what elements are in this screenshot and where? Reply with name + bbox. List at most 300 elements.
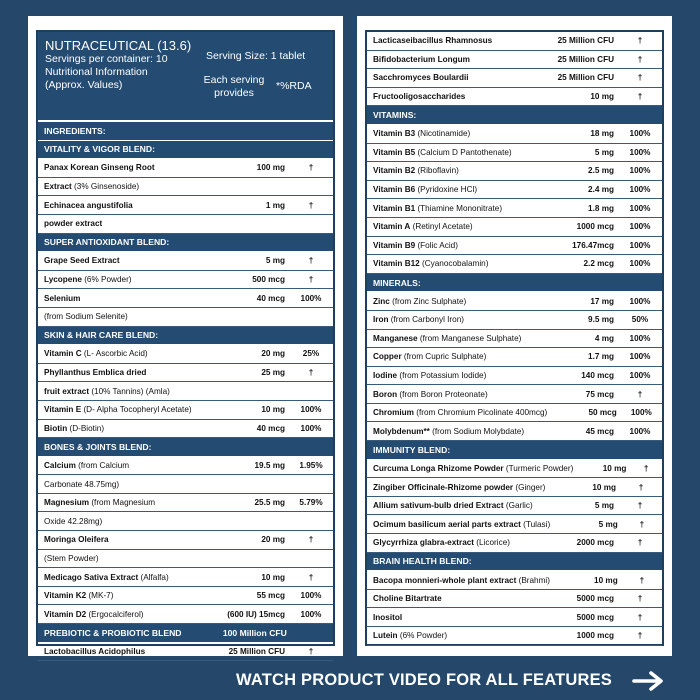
table-row (367, 571, 662, 590)
left-table (36, 30, 335, 656)
table-row (38, 178, 333, 197)
section-title: PREBIOTIC & PROBIOTIC BLEND (44, 627, 182, 638)
ingredient-amount: 10 mg (261, 572, 285, 582)
ingredient-amount: 25 Million CFU (557, 54, 614, 64)
ingredient-main: Chromium (373, 408, 414, 418)
table-row (367, 330, 662, 349)
ingredient-name (373, 594, 540, 603)
ingredient-source: (MK-7) (86, 591, 114, 601)
ingredient-main: Grape Seed Extract (44, 256, 120, 266)
table-row (38, 475, 333, 494)
ingredient-source: Oxide 42.28mg) (44, 516, 103, 526)
ingredient-amount: 5 mg (594, 501, 614, 511)
ingredient-main: Sacchromyces Boulardii (373, 73, 469, 83)
ingredient-name (44, 256, 211, 265)
table-row (367, 199, 662, 218)
ingredient-source: (Riboflavin) (415, 166, 459, 176)
ingredient-main: Vitamin K2 (44, 591, 87, 601)
ingredient-name (373, 129, 540, 138)
section-header (367, 106, 662, 125)
ingredient-amount: 55 mcg (256, 591, 285, 601)
ingredient-amount: 40 mcg (256, 293, 285, 303)
ingredient-amount: 5000 mcg (576, 612, 614, 622)
ingredient-source: (Turmeric Powder) (503, 463, 574, 473)
ingredient-amount: (600 IU) 15mcg (227, 609, 285, 619)
ingredient-name (44, 219, 211, 228)
ingredient-rda: † (637, 36, 643, 46)
section-header (367, 274, 662, 293)
table-header (38, 32, 333, 122)
ingredient-source: (from Potassium Iodide) (397, 370, 487, 380)
product-title: NUTRACEUTICAL (13.6) (45, 38, 192, 53)
table-row (38, 364, 333, 383)
ingredient-amount: 5 mg (594, 147, 614, 157)
section-title: VITAMINS: (373, 110, 417, 121)
ingredient-main: Medicago Sativa Extract (44, 572, 139, 582)
ingredient-name (373, 576, 550, 585)
ingredient-main: Lactobacillus Acidophilus (44, 646, 146, 656)
ingredient-amount: 25 Million CFU (228, 646, 285, 656)
table-row (38, 159, 333, 178)
ingredient-amount: 10 mg (261, 405, 285, 415)
ingredient-main: Copper (373, 352, 402, 362)
section-title: INGREDIENTS: (44, 125, 106, 136)
table-row (38, 494, 333, 513)
ingredient-rda: † (637, 594, 643, 604)
ingredient-name (373, 427, 540, 436)
section-header (38, 327, 333, 346)
table-row (367, 515, 662, 534)
ingredient-amount: 40 mcg (256, 423, 285, 433)
ingredient-source: (3% Ginsenoside) (71, 182, 140, 192)
ingredient-rda: 100% (300, 423, 322, 433)
ingredient-source: (from Manganese Sulphate) (417, 333, 522, 343)
ingredient-rda: 100% (629, 333, 651, 343)
ingredient-rda: 1.95% (299, 460, 323, 470)
ingredient-amount: 176.47mcg (572, 240, 614, 250)
ingredient-source: (D-Biotin) (67, 423, 105, 433)
section-header (38, 122, 333, 141)
ingredient-source: (Tulasi) (520, 519, 551, 529)
ingredient-name (373, 241, 540, 250)
ingredient-source: (Cyanocobalamin) (419, 259, 489, 269)
ingredient-name (44, 517, 211, 526)
ingredient-name (373, 36, 540, 45)
ingredient-main: Fructooligosaccharides (373, 92, 466, 102)
ingredient-source: (from Boron Proteonate) (397, 389, 488, 399)
ingredient-main: Bifidobacterium Longum (373, 54, 470, 64)
ingredient-main: Panax Korean Ginseng Root (44, 163, 155, 173)
ingredient-source: (Folic Acid) (415, 240, 458, 250)
table-row (38, 420, 333, 439)
ingredient-source: (from Magnesium (89, 498, 156, 508)
ingredient-name (373, 613, 540, 622)
section-title: IMMUNITY BLEND: (373, 444, 451, 455)
ingredient-amount: 4 mg (594, 333, 614, 343)
ingredient-amount: 1000 mcg (576, 222, 614, 232)
ingredient-name (44, 163, 211, 172)
ingredient-name (44, 647, 211, 656)
ingredient-rda: † (308, 535, 314, 545)
ingredient-name (44, 275, 211, 284)
ingredient-main: Vitamin B5 (373, 147, 416, 157)
ingredient-rda: 100% (630, 408, 652, 418)
table-row (367, 32, 662, 51)
header-left (45, 38, 205, 92)
ingredient-main: Vitamin A (373, 222, 411, 232)
table-row (38, 215, 333, 234)
table-row (367, 144, 662, 163)
ingredient-amount: 9.5 mg (588, 315, 614, 325)
ingredient-main: Vitamin B1 (373, 203, 416, 213)
ingredient-rda: † (637, 612, 643, 622)
ingredient-main: Choline Bitartrate (373, 594, 442, 604)
ingredient-amount: 45 mcg (585, 426, 614, 436)
ingredient-main: powder extract (44, 219, 103, 229)
table-row (367, 534, 662, 553)
ingredient-rda: 100% (629, 370, 651, 380)
serving-size: Serving Size: 1 tablet (206, 50, 306, 62)
ingredient-amount: 25.5 mg (254, 498, 285, 508)
watch-video-link[interactable]: WATCH PRODUCT VIDEO FOR ALL FEATURES (236, 671, 613, 689)
right-table (365, 30, 664, 646)
ingredient-amount: 25 Million CFU (557, 36, 614, 46)
ingredient-rda: † (308, 572, 314, 582)
ingredient-amount: 25 Million CFU (557, 73, 614, 83)
ingredient-amount: 17 mg (590, 296, 614, 306)
table-row (367, 218, 662, 237)
ingredient-source: (from Sodium Selenite) (44, 312, 128, 322)
ingredient-name (44, 368, 211, 377)
table-row (367, 292, 662, 311)
ingredient-rda: † (308, 368, 314, 378)
ingredient-main: Ocimum basilicum aerial parts extract (373, 519, 521, 529)
table-row (38, 382, 333, 401)
ingredient-amount: 5000 mcg (576, 594, 614, 604)
table-row (367, 627, 662, 646)
ingredient-amount: 140 mcg (581, 370, 614, 380)
rda-label: *%RDA (276, 80, 312, 92)
ingredient-amount: 500 mcg (252, 275, 285, 285)
ingredient-main: Allium sativum-bulb dried Extract (373, 501, 504, 511)
ingredient-rda: 100% (629, 166, 651, 176)
ingredient-rda: 100% (629, 426, 651, 436)
ingredient-rda: 100% (629, 296, 651, 306)
ingredient-rda: 25% (302, 349, 320, 359)
approx-values-label: (Approx. Values) (45, 79, 123, 91)
ingredient-name (373, 148, 540, 157)
ingredient-amount: 5 mg (598, 519, 618, 529)
table-row (367, 237, 662, 256)
ingredient-main: Curcuma Longa Rhizome Powder (373, 463, 504, 473)
ingredient-rda: † (638, 482, 644, 492)
table-row (367, 125, 662, 144)
ingredient-amount: 2.5 mg (588, 166, 614, 176)
table-row (367, 497, 662, 516)
ingredient-amount: 2.2 mcg (583, 259, 614, 269)
ingredient-rda: 100% (629, 259, 651, 269)
ingredient-main: Iron (373, 315, 389, 325)
ingredient-name (44, 405, 211, 414)
ingredient-main: Echinacea angustifolia (44, 200, 133, 210)
section-title: SUPER ANTIOXIDANT BLEND: (44, 237, 170, 248)
left-rows (38, 122, 333, 661)
ingredient-rda: † (637, 501, 643, 511)
table-row (38, 196, 333, 215)
section-amount: 100 Million CFU (222, 627, 287, 638)
ingredient-amount: 2.4 mg (588, 185, 614, 195)
footer[interactable] (0, 660, 700, 700)
table-row (367, 590, 662, 609)
ingredient-source: (from Zinc Sulphate) (389, 296, 467, 306)
ingredient-source: (from Carbonyl Iron) (388, 315, 464, 325)
ingredient-rda: † (637, 73, 643, 83)
table-row (367, 69, 662, 88)
ingredient-amount: 2000 mcg (576, 538, 614, 548)
ingredient-amount: 10 mg (592, 482, 617, 492)
ingredient-source: (6% Powder) (397, 631, 448, 641)
ingredient-rda: 50% (631, 315, 649, 325)
ingredient-name (373, 352, 540, 361)
ingredient-name (373, 185, 540, 194)
ingredient-rda: 100% (629, 129, 651, 139)
arrow-right-icon[interactable] (632, 670, 666, 692)
ingredient-main: Lutein (373, 631, 398, 641)
each-serving-line2: provides (214, 87, 254, 99)
ingredient-name (44, 498, 211, 507)
ingredient-rda: † (308, 275, 314, 285)
ingredient-main: Phyllanthus Emblica dried (44, 368, 147, 378)
table-row (367, 348, 662, 367)
ingredient-name (373, 483, 545, 492)
ingredient-rda: † (639, 519, 645, 529)
ingredient-name (373, 315, 540, 324)
ingredient-name (44, 535, 211, 544)
ingredient-name (44, 461, 211, 470)
ingredient-main: Vitamin B6 (373, 185, 416, 195)
ingredient-main: Glycyrrhiza glabra-extract (373, 538, 475, 548)
ingredient-name (44, 312, 211, 321)
ingredient-amount: 19.5 mg (254, 460, 285, 470)
table-row (38, 587, 333, 606)
servings-per-container: Servings per container: 10 (45, 53, 168, 65)
ingredient-main: Vitamin B3 (373, 129, 416, 139)
table-row (367, 404, 662, 423)
ingredient-name (373, 55, 540, 64)
ingredient-rda: 5.79% (299, 498, 323, 508)
ingredient-name (44, 182, 211, 191)
ingredient-source: (D- Alpha Tocopheryl Acetate) (81, 405, 192, 415)
ingredient-rda: † (308, 200, 314, 210)
ingredient-rda: 100% (300, 591, 322, 601)
ingredient-main: Molybdenum** (373, 426, 430, 436)
ingredient-name (373, 166, 540, 175)
ingredient-rda: 100% (300, 405, 322, 415)
section-header (38, 141, 333, 160)
ingredient-amount: 18 mg (590, 129, 614, 139)
ingredient-name (373, 371, 540, 380)
ingredient-source: (10% Tannins) (Amla) (89, 386, 170, 396)
ingredient-source: (Ergocalciferol) (86, 609, 144, 619)
ingredient-name (373, 222, 540, 231)
ingredient-name (44, 591, 211, 600)
ingredient-main: Vitamin C (44, 349, 82, 359)
ingredient-name (44, 424, 211, 433)
ingredient-source: (Brahmi) (516, 575, 550, 585)
table-row (367, 181, 662, 200)
ingredient-name (373, 408, 547, 417)
ingredient-name (373, 520, 550, 529)
ingredient-name (44, 610, 211, 619)
ingredient-main: Vitamin B9 (373, 240, 416, 250)
ingredient-source: (Licorice) (474, 538, 510, 548)
ingredient-name (44, 573, 211, 582)
section-title: BRAIN HEALTH BLEND: (373, 556, 472, 567)
ingredient-main: Zingiber Officinale-Rhizome powder (373, 482, 514, 492)
ingredient-amount: 1000 mcg (576, 631, 614, 641)
ingredient-amount: 75 mcg (585, 389, 614, 399)
ingredient-main: Vitamin E (44, 405, 82, 415)
ingredient-rda: † (308, 256, 314, 266)
ingredient-source: (6% Powder) (81, 275, 132, 285)
table-row (367, 422, 662, 441)
ingredient-amount: 1.8 mg (588, 203, 614, 213)
ingredient-name (44, 294, 211, 303)
ingredient-rda: 100% (629, 203, 651, 213)
ingredient-main: Boron (373, 389, 398, 399)
ingredient-name (373, 297, 540, 306)
ingredient-source: (from Chromium Picolinate 400mcg) (413, 408, 548, 418)
ingredient-main: Inositol (373, 612, 403, 622)
section-title: MINERALS: (373, 277, 421, 288)
section-title: VITALITY & VIGOR BLEND: (44, 144, 155, 155)
ingredient-source: (from Cupric Sulphate) (401, 352, 487, 362)
ingredient-name (373, 92, 540, 101)
ingredient-name (373, 538, 540, 547)
ingredient-name (373, 631, 540, 640)
ingredient-main: Zinc (373, 296, 390, 306)
table-row (38, 345, 333, 364)
ingredient-name (44, 349, 211, 358)
section-header (38, 438, 333, 457)
ingredient-main: Vitamin B12 (373, 259, 420, 269)
ingredient-rda: † (637, 389, 643, 399)
ingredient-name (373, 390, 540, 399)
table-row (38, 289, 333, 308)
ingredient-source: (from Sodium Molybdate) (429, 426, 525, 436)
ingredient-source: (Nicotinamide) (415, 129, 471, 139)
ingredient-rda: 100% (629, 240, 651, 250)
ingredient-amount: 20 mg (261, 349, 285, 359)
table-row (38, 550, 333, 569)
table-row (367, 162, 662, 181)
ingredient-main: Lycopene (44, 275, 82, 285)
ingredient-rda: 100% (629, 352, 651, 362)
ingredient-source: (Alfalfa) (138, 572, 169, 582)
table-row (38, 401, 333, 420)
ingredient-main: Iodine (373, 370, 398, 380)
ingredient-main: Vitamin D2 (44, 609, 87, 619)
ingredient-main: Moringa Oleifera (44, 535, 109, 545)
ingredient-source: (from Calcium (75, 460, 130, 470)
ingredient-amount: 10 mg (590, 92, 614, 102)
ingredient-rda: † (637, 631, 643, 641)
ingredient-main: fruit extract (44, 386, 90, 396)
ingredient-name (373, 334, 540, 343)
ingredient-main: Magnesium (44, 498, 90, 508)
table-row (367, 460, 662, 479)
ingredient-main: Manganese (373, 333, 418, 343)
left-panel (28, 16, 343, 656)
ingredient-source: (Garlic) (503, 501, 533, 511)
table-row (38, 643, 333, 662)
ingredient-rda: † (637, 538, 643, 548)
ingredient-main: Biotin (44, 423, 68, 433)
ingredient-amount: 50 mcg (588, 408, 617, 418)
ingredient-source: (Stem Powder) (44, 553, 99, 563)
ingredient-amount: 1.7 mg (588, 352, 614, 362)
table-row (38, 252, 333, 271)
ingredient-amount: 25 mg (261, 368, 285, 378)
ingredient-source: (Calcium D Pantothenate) (415, 147, 512, 157)
table-row (38, 568, 333, 587)
right-panel (357, 16, 672, 656)
ingredient-name (44, 554, 211, 563)
section-header (367, 441, 662, 460)
ingredient-rda: † (308, 646, 314, 656)
each-serving-line1: Each serving (203, 74, 265, 86)
ingredient-source: (L- Ascorbic Acid) (81, 349, 148, 359)
section-title: SKIN & HAIR CARE BLEND: (44, 330, 159, 341)
ingredient-source: (Ginger) (513, 482, 546, 492)
ingredient-name (373, 259, 540, 268)
ingredient-source: Carbonate 48.75mg) (44, 479, 120, 489)
table-row (367, 88, 662, 107)
ingredient-rda: † (308, 163, 314, 173)
section-header (38, 624, 333, 643)
section-header (367, 553, 662, 572)
table-row (367, 367, 662, 386)
ingredient-name (44, 480, 211, 489)
ingredient-source: (Thiamine Mononitrate) (415, 203, 503, 213)
ingredient-rda: 100% (629, 222, 651, 232)
ingredient-main: Calcium (44, 460, 76, 470)
ingredient-main: Selenium (44, 293, 81, 303)
table-row (38, 457, 333, 476)
table-row (367, 385, 662, 404)
ingredient-main: Extract (44, 182, 72, 192)
ingredient-rda: † (637, 54, 643, 64)
ingredient-rda: 100% (300, 293, 322, 303)
ingredient-source: (Pyridoxine HCl) (415, 185, 478, 195)
ingredient-amount: 10 mg (594, 575, 618, 585)
right-rows (367, 32, 662, 646)
ingredient-main: Lacticaseibacillus Rhamnosus (373, 36, 493, 46)
ingredient-rda: 100% (300, 609, 322, 619)
ingredient-name (373, 501, 540, 510)
ingredient-name (373, 73, 540, 82)
table-row (38, 271, 333, 290)
table-row (367, 255, 662, 274)
ingredient-name (373, 204, 540, 213)
ingredient-rda: 100% (629, 185, 651, 195)
nutritional-info-label: Nutritional Information (45, 66, 148, 78)
ingredient-rda: 100% (629, 147, 651, 157)
ingredient-amount: 100 mg (256, 163, 285, 173)
section-title: BONES & JOINTS BLEND: (44, 441, 152, 452)
ingredient-name (373, 464, 573, 473)
table-row (367, 478, 662, 497)
